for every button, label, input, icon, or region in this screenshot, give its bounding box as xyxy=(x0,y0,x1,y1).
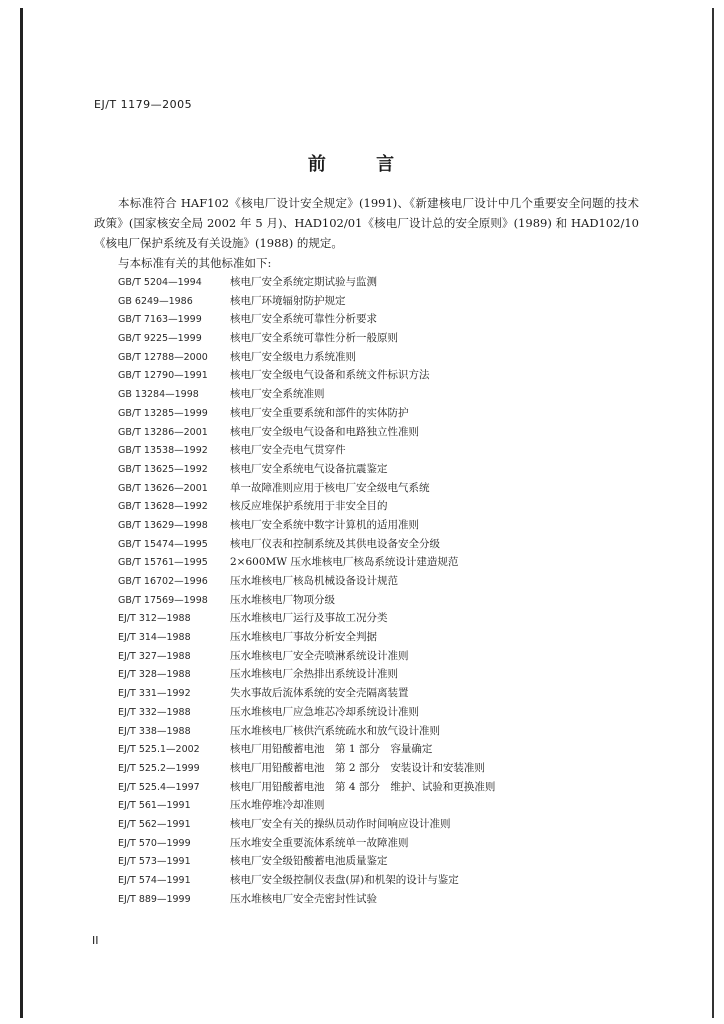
standard-title: 核电厂安全系统可靠性分析要求 xyxy=(230,313,377,326)
standard-list-item xyxy=(118,703,495,722)
standard-list-item xyxy=(118,348,495,367)
standard-list-item xyxy=(118,871,495,890)
standard-list-item xyxy=(118,292,495,311)
standard-code: GB/T 17569—1998 xyxy=(118,594,208,606)
standard-code: EJ/T 338—1988 xyxy=(118,725,191,737)
standard-title: 核反应堆保护系统用于非安全目的 xyxy=(230,500,388,513)
standard-title: 核电厂安全级电气设备和系统文件标识方法 xyxy=(230,369,430,382)
standard-title: 核电厂安全系统定期试验与监测 xyxy=(230,276,377,288)
standard-list-item xyxy=(118,815,495,834)
standard-list-item xyxy=(118,516,495,535)
standard-list-item xyxy=(118,329,495,348)
body-paragraph: 本标准符合 HAF102《核电厂设计安全规定》(1991)、《新建核电厂设计中几个重要安全问题的技术政策》(国家核安全局 2002 年 5 月)、HAD102/01《核电厂设计总的安全原则》(1989) 和 HAD102/10《核电厂保护系统及有关设施》(1988) 的规定。 xyxy=(94,196,639,250)
standard-list-item xyxy=(118,423,495,442)
standard-code: EJ/T 525.1—2002 xyxy=(118,744,200,756)
standard-list-item xyxy=(118,366,495,385)
standard-title: 压水堆核电厂核岛机械设备设计规范 xyxy=(230,575,398,587)
related-standards-list xyxy=(118,273,495,908)
standard-code: GB/T 13625—1992 xyxy=(118,463,208,475)
standard-code: EJ/T 889—1999 xyxy=(118,893,191,905)
standard-title: 核电厂安全系统准则 xyxy=(230,388,325,401)
standard-list-item xyxy=(118,479,495,498)
standard-title: 核电厂用铅酸蓄电池 第 4 部分 维护、试验和更换准则 xyxy=(230,780,496,793)
standard-title: 核电厂安全重要系统和部件的实体防护 xyxy=(230,406,409,419)
page-number: II xyxy=(92,934,99,947)
standard-title: 核电厂用铅酸蓄电池 第 1 部分 容量确定 xyxy=(230,743,433,756)
standard-title: 核电厂安全系统中数字计算机的适用准则 xyxy=(230,518,419,531)
standard-code: GB/T 16702—1996 xyxy=(118,576,208,587)
standard-title: 单一故障准则应用于核电厂安全级电气系统 xyxy=(230,481,430,494)
standard-code: EJ/T 573—1991 xyxy=(118,856,191,868)
standard-code: EJ/T 570—1999 xyxy=(118,837,191,849)
standard-code: GB/T 9225—1999 xyxy=(118,333,202,345)
standard-list-item xyxy=(118,273,495,292)
standard-title: 压水堆安全重要流体系统单一故障准则 xyxy=(230,836,409,849)
standard-code: GB/T 15474—1995 xyxy=(118,538,208,550)
standard-code: GB 6249—1986 xyxy=(118,295,193,307)
standard-code: GB/T 7163—1999 xyxy=(118,314,202,326)
standard-code: GB/T 13285—1999 xyxy=(118,407,208,419)
standard-code: EJ/T 562—1991 xyxy=(118,818,191,830)
standard-title: 压水堆核电厂事故分析安全判据 xyxy=(230,631,377,644)
standard-code: EJ/T 327—1988 xyxy=(118,650,191,662)
standard-list-item xyxy=(118,628,495,647)
standard-title: 压水堆核电厂核供汽系统疏水和放气设计准则 xyxy=(230,724,440,737)
standard-title: 核电厂仪表和控制系统及其供电设备安全分级 xyxy=(230,537,440,550)
standard-title: 核电厂安全壳电气贯穿件 xyxy=(230,444,346,457)
standard-title: 压水堆核电厂应急堆芯冷却系统设计准则 xyxy=(230,705,419,718)
standard-code: GB/T 13286—2001 xyxy=(118,426,208,438)
standard-title: 压水堆核电厂余热排出系统设计准则 xyxy=(230,668,398,681)
standard-list-item xyxy=(118,553,495,572)
standard-list-item xyxy=(118,890,495,909)
standard-code: EJ/T 314—1988 xyxy=(118,632,191,644)
standard-title: 压水堆核电厂运行及事故工况分类 xyxy=(230,612,388,625)
standard-list-item xyxy=(118,609,495,628)
standard-title: 压水堆核电厂安全壳喷淋系统设计准则 xyxy=(230,649,409,662)
standard-title: 压水堆核电厂物项分级 xyxy=(230,593,335,606)
standard-code: EJ/T 332—1988 xyxy=(118,706,191,718)
standard-code: EJ/T 328—1988 xyxy=(118,669,191,681)
standard-code: EJ/T 561—1991 xyxy=(118,800,191,812)
standard-list-item xyxy=(118,834,495,853)
standard-title: 核电厂环境辐射防护规定 xyxy=(230,294,346,307)
standard-list-item xyxy=(118,591,495,610)
standard-list-item xyxy=(118,778,495,797)
standard-list-item xyxy=(118,385,495,404)
standard-list-item xyxy=(118,310,495,329)
standard-title: 核电厂安全有关的操纵员动作时间响应设计准则 xyxy=(230,817,451,830)
standard-list-item xyxy=(118,759,495,778)
standard-title: 失水事故后流体系统的安全壳隔离装置 xyxy=(230,687,409,700)
standard-list-item xyxy=(118,796,495,815)
standard-list-item xyxy=(118,460,495,479)
standard-title: 核电厂安全级电力系统准则 xyxy=(230,350,356,363)
standard-list-item xyxy=(118,684,495,703)
standard-list-item xyxy=(118,647,495,666)
page-title: 前 言 xyxy=(307,154,417,175)
standard-code: GB/T 13629—1998 xyxy=(118,519,208,531)
standard-title: 压水堆核电厂安全壳密封性试验 xyxy=(230,892,377,905)
standard-code: EJ/T 525.2—1999 xyxy=(118,762,200,774)
standard-title: 核电厂安全级铅酸蓄电池质量鉴定 xyxy=(230,855,388,868)
standard-list-item xyxy=(118,740,495,759)
standard-list-item xyxy=(118,665,495,684)
standard-code: GB/T 13626—2001 xyxy=(118,482,208,494)
standard-list-item xyxy=(118,441,495,460)
standard-list-item xyxy=(118,722,495,741)
standard-code: EJ/T 331—1992 xyxy=(118,688,191,700)
standard-title: 核电厂安全系统可靠性分析一般原则 xyxy=(230,332,398,345)
standard-code: GB/T 12790—1991 xyxy=(118,370,208,382)
standard-code: GB/T 13538—1992 xyxy=(118,445,208,457)
standard-list-item xyxy=(118,535,495,554)
standard-title: 压水堆停堆冷却准则 xyxy=(230,799,325,812)
standard-code: GB/T 12788—2000 xyxy=(118,351,208,363)
standard-list-item xyxy=(118,404,495,423)
standard-list-item xyxy=(118,572,495,591)
standard-code: GB 13284—1998 xyxy=(118,389,199,401)
standard-title: 2×600MW 压水堆核电厂核岛系统设计建造规范 xyxy=(230,556,459,569)
related-standards-intro: 与本标准有关的其他标准如下: xyxy=(118,256,272,270)
standard-code: EJ/T 312—1988 xyxy=(118,613,191,625)
standard-title: 核电厂安全级控制仪表盘(屏)和机架的设计与鉴定 xyxy=(230,874,459,886)
standard-code: EJ/T 574—1991 xyxy=(118,875,191,886)
standard-code: GB/T 5204—1994 xyxy=(118,277,202,288)
standard-list-item xyxy=(118,497,495,516)
document-code: EJ/T 1179—2005 xyxy=(94,98,193,111)
standard-title: 核电厂安全系统电气设备抗震鉴定 xyxy=(230,462,388,475)
standard-title: 核电厂安全级电气设备和电路独立性准则 xyxy=(230,425,419,438)
standard-code: GB/T 13628—1992 xyxy=(118,501,208,513)
standard-code: GB/T 15761—1995 xyxy=(118,557,208,569)
standard-code: EJ/T 525.4—1997 xyxy=(118,781,200,793)
standard-list-item xyxy=(118,852,495,871)
standard-title: 核电厂用铅酸蓄电池 第 2 部分 安装设计和安装准则 xyxy=(230,761,485,774)
